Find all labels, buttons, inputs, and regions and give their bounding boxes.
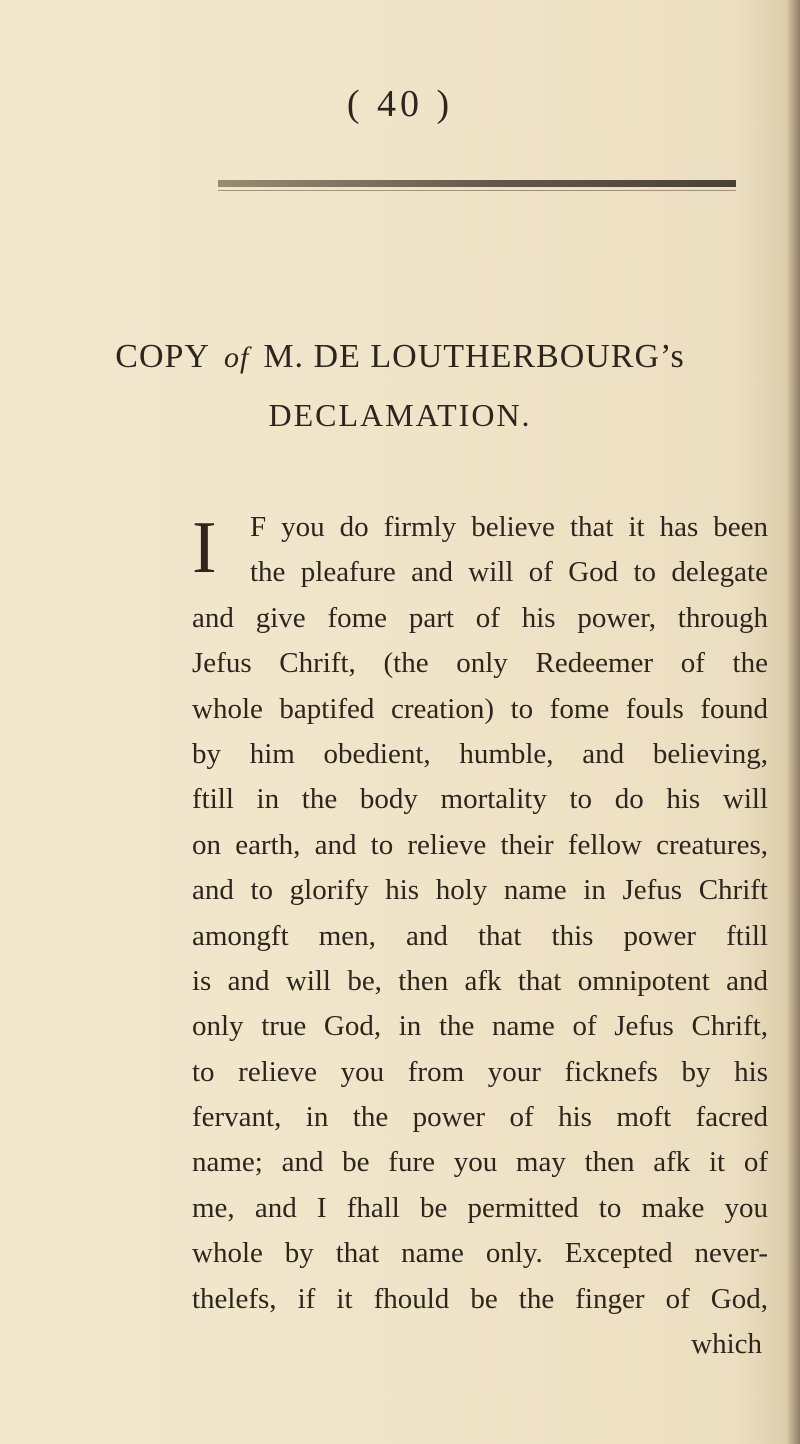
- text-line: thelefs, if it fhould be the finger of God,: [192, 1282, 768, 1315]
- page-edge-shadow: [786, 0, 800, 1444]
- page-title: [0, 338, 800, 376]
- text-line: on earth, and to relieve their fellow creatures,: [192, 828, 768, 861]
- text-line: is and will be, then afk that omnipotent and: [192, 964, 768, 997]
- page-subtitle: DECLAMATION.: [268, 397, 532, 433]
- title-copy: COPY: [115, 338, 210, 375]
- text-line: to relieve you from your ficknefs by his: [192, 1055, 768, 1088]
- text-line: and to glorify his holy name in Jefus Chrift: [192, 874, 768, 907]
- text-line-content: F you do firmly believe that it has been: [250, 511, 768, 543]
- text-line: name; and be fure you may then afk it of: [192, 1146, 768, 1179]
- header-rule-thin: [218, 190, 736, 191]
- body-paragraph: [192, 505, 768, 1367]
- title-name: M. DE LOUTHERBOURG’s: [263, 338, 685, 375]
- header-rule: [218, 180, 736, 187]
- text-line: and give fome part of his power, through: [192, 601, 768, 634]
- text-line: fervant, in the power of his moft facred: [192, 1101, 768, 1134]
- text-line: the pleafure and will of God to delegate: [250, 556, 768, 589]
- page-number: ( 40 ): [346, 83, 454, 125]
- text-line: by him obedient, humble, and believing,: [192, 737, 768, 770]
- text-line: Jefus Chrift, (the only Redeemer of the: [192, 647, 768, 680]
- text-line: only true God, in the name of Jefus Chrift,: [192, 1010, 768, 1043]
- text-line: whole by that name only. Excepted never-: [192, 1237, 768, 1270]
- drop-cap: I: [192, 507, 217, 589]
- text-line: amongft men, and that this power ftill: [192, 919, 768, 952]
- text-line: ftill in the body mortality to do his will: [192, 783, 768, 816]
- text-line: whole baptifed creation) to fome fouls found: [192, 692, 768, 725]
- text-line: me, and I fhall be permitted to make you: [192, 1191, 768, 1224]
- title-of: of: [223, 341, 250, 374]
- catchword: which: [691, 1328, 762, 1361]
